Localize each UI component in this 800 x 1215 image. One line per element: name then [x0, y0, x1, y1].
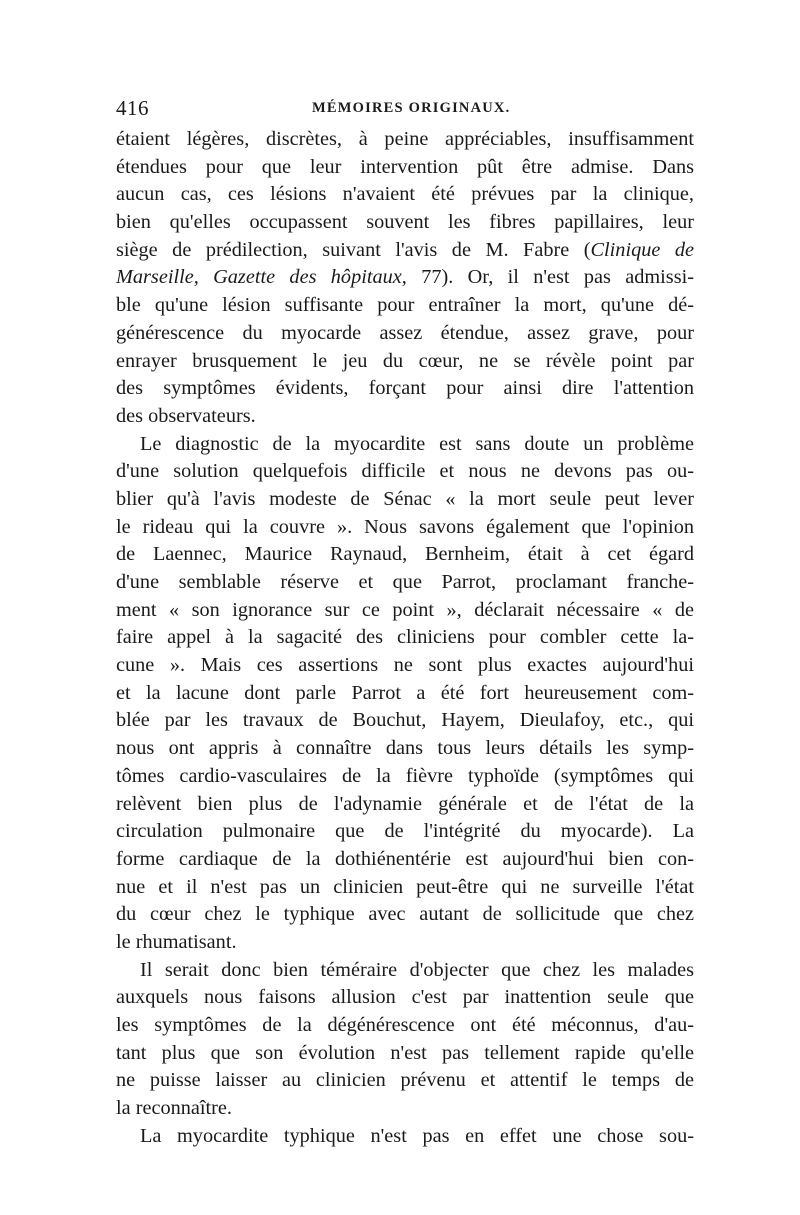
text-segment: blée par les travaux de Bouchut, Hayem, Dieulafoy, etc., qui [116, 709, 694, 732]
text-line [116, 126, 694, 154]
text-segment: tant plus que son évolution n'est pas tellement rapide qu'elle [116, 1041, 694, 1064]
text-line [116, 763, 694, 791]
text-line [116, 458, 694, 486]
text-line [116, 901, 694, 929]
text-line [116, 957, 694, 985]
text-line [116, 431, 694, 459]
text-segment: blier qu'à l'avis modeste de Sénac « la mort seule peut lever [116, 487, 694, 510]
page-number: 416 [116, 96, 149, 120]
text-segment: circulation pulmonaire que de l'intégrité du myocarde). La [116, 820, 694, 843]
text-segment: les symptômes de la dégénérescence ont été méconnus, d'au- [116, 1014, 694, 1036]
text-segment: du cœur chez le typhique avec autant de sollicitude que chez [116, 903, 694, 926]
text-line [116, 680, 694, 708]
text-line [116, 237, 694, 265]
text-line [116, 569, 694, 597]
text-segment: générescence du myocarde assez étendue, assez grave, pour [116, 321, 694, 344]
text-segment: aucun cas, ces lésions n'avaient été prévues par la clinique, [116, 183, 694, 206]
text-segment: nue et il n'est pas un clinicien peut-être qui ne surveille l'état [116, 875, 694, 898]
text-segment: et la lacune dont parle Parrot a été fort heureusement com- [116, 681, 694, 704]
text-line [116, 652, 694, 680]
italic-text: Marseille, Gazette des hôpitaux [116, 266, 402, 289]
text-segment: cune ». Mais ces assertions ne sont plus exactes aujourd'hui [116, 654, 694, 677]
text-line [116, 264, 694, 292]
text-line [116, 597, 694, 625]
text-segment: Il serait donc bien téméraire d'objecter que chez les malades [140, 958, 694, 981]
text-line [116, 624, 694, 652]
text-segment: des symptômes évidents, forçant pour ainsi dire l'attention [116, 377, 694, 400]
text-line [116, 486, 694, 514]
text-line [116, 1067, 694, 1095]
text-segment: auxquels nous faisons allusion c'est par inattention seule que [116, 986, 694, 1009]
text-segment: relèvent bien plus de l'adynamie générale et de l'état de la [116, 792, 694, 815]
text-line [116, 375, 694, 403]
text-segment: nous ont appris à connaître dans tous leurs détails les symp- [116, 737, 694, 760]
text-line [116, 514, 694, 542]
text-line [116, 846, 694, 874]
text-line [116, 874, 694, 902]
text-segment: d'une solution quelquefois difficile et nous ne devons pas ou- [116, 460, 694, 483]
text-line [116, 1012, 694, 1040]
text-segment: étendues pour que leur intervention pût être admise. Dans [116, 155, 694, 178]
text-segment: de Laennec, Maurice Raynaud, Bernheim, était à cet égard [116, 543, 694, 566]
text-segment: forme cardiaque de la dothiénentérie est aujourd'hui bien con- [116, 847, 694, 870]
text-segment: d'une semblable réserve et que Parrot, proclamant franche- [116, 571, 694, 593]
text-line [116, 348, 694, 376]
text-segment: le rhumatisant. [116, 930, 237, 953]
italic-text: Clinique de [590, 238, 695, 261]
text-line [116, 1040, 694, 1068]
text-segment: ble qu'une lésion suffisante pour entraîner la mort, qu'une dé- [116, 294, 694, 317]
text-line [116, 984, 694, 1012]
text-line [116, 818, 694, 846]
text-segment: le rideau qui la couvre ». Nous savons également que l'opinion [116, 515, 694, 538]
text-line [116, 209, 694, 237]
text-segment: des observateurs. [116, 404, 256, 427]
text-line [116, 1123, 694, 1151]
text-segment: , 77). Or, il n'est pas admissi- [401, 266, 694, 289]
text-segment: ne puisse laisser au clinicien prévenu et attentif le temps de [116, 1069, 694, 1092]
running-head: MÉMOIRES ORIGINAUX. [312, 100, 511, 116]
text-segment: Le diagnostic de la myocardite est sans doute un problème [140, 432, 694, 455]
text-segment: bien qu'elles occupassent souvent les fibres papillaires, leur [116, 211, 694, 234]
text-line [116, 181, 694, 209]
text-line [116, 735, 694, 763]
text-line [116, 320, 694, 348]
text-segment: faire appel à la sagacité des cliniciens pour combler cette la- [116, 626, 694, 649]
text-line [116, 403, 694, 431]
page-header [116, 96, 694, 122]
text-line [116, 541, 694, 569]
body-text [116, 126, 694, 1150]
text-line [116, 292, 694, 320]
text-segment: étaient légères, discrètes, à peine appréciables, insuffisamment [116, 128, 694, 150]
text-segment: tômes cardio-vasculaires de la fièvre typhoïde (symptômes qui [116, 764, 694, 787]
text-line [116, 707, 694, 735]
text-segment: La myocardite typhique n'est pas en effet une chose sou- [140, 1124, 694, 1147]
text-segment: enrayer brusquement le jeu du cœur, ne se révèle point par [116, 349, 694, 372]
text-segment: ment « son ignorance sur ce point », déclarait nécessaire « de [116, 598, 694, 621]
text-line [116, 154, 694, 182]
text-line [116, 1095, 694, 1123]
text-segment: la reconnaître. [116, 1097, 232, 1120]
text-line [116, 929, 694, 957]
text-segment: siège de prédilection, suivant l'avis de M. Fabre ( [116, 238, 591, 261]
text-line [116, 791, 694, 819]
